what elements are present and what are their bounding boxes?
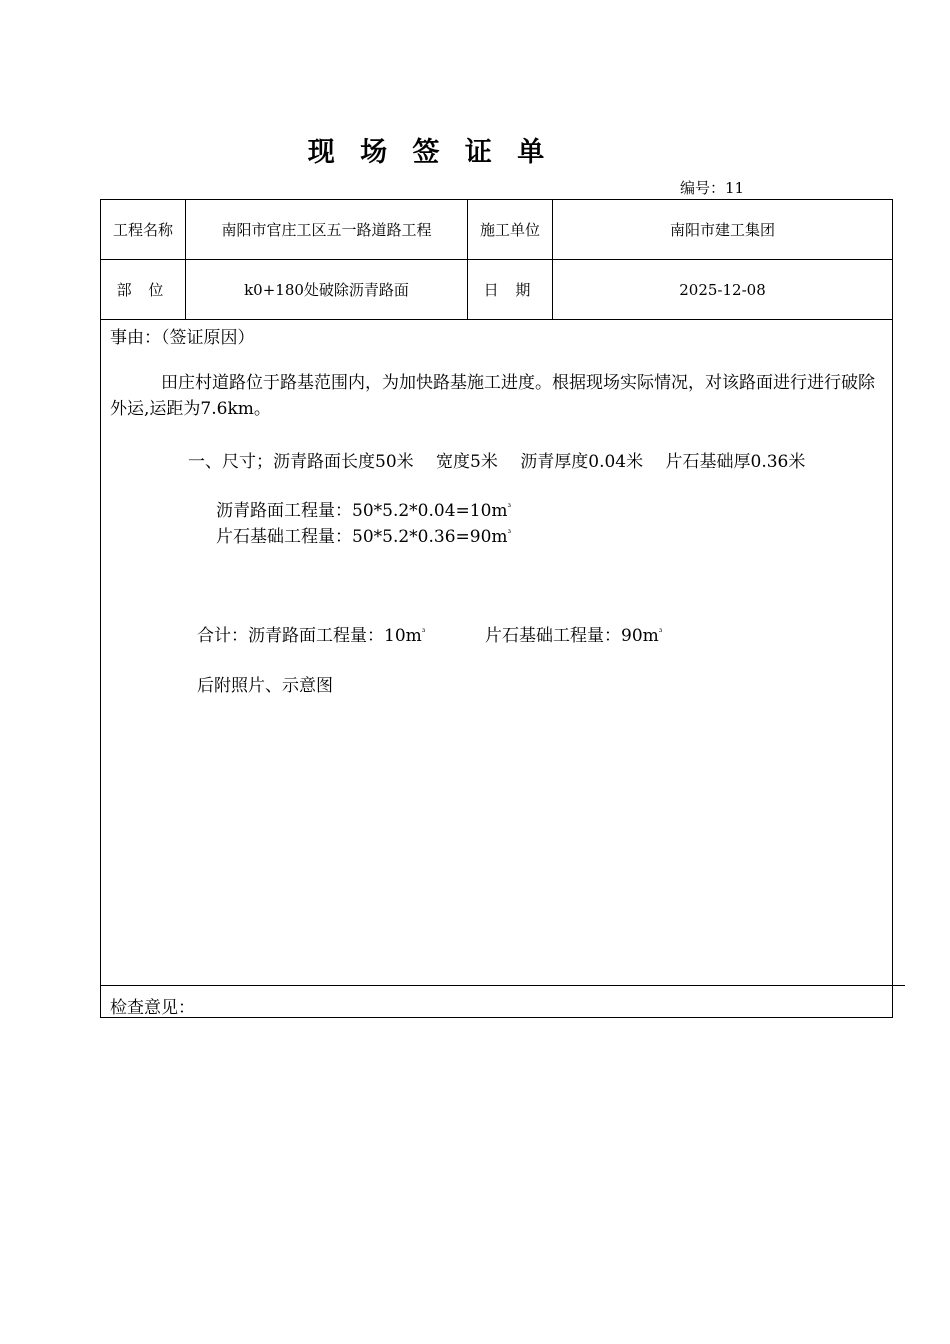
table-row bbox=[101, 260, 893, 320]
dimensions-line: 一、尺寸；沥青路面长度50米 宽度5米 沥青厚度0.04米 片石基础厚0.36米 bbox=[188, 452, 806, 472]
project-name-label: 工程名称 bbox=[101, 200, 186, 260]
stone-quantity: 片石基础工程量：$50*5.2*0.36=90m^{^3}$ bbox=[216, 527, 512, 547]
total-stone: 片石基础工程量：$90m^{^3}$ bbox=[485, 626, 663, 646]
table-row bbox=[101, 200, 893, 260]
location-label: 部 位 bbox=[101, 260, 186, 320]
serial-value: 11 bbox=[725, 179, 745, 197]
location-value: k0+180处破除沥青路面 bbox=[186, 260, 468, 320]
serial-number bbox=[680, 177, 744, 198]
review-label: 检查意见： bbox=[110, 998, 195, 1018]
info-table bbox=[100, 199, 893, 320]
project-name-value: 南阳市官庄工区五一路道路工程 bbox=[186, 200, 468, 260]
date-value: 2025-12-08 bbox=[553, 260, 893, 320]
review-section bbox=[100, 986, 893, 1018]
reason-paragraph: 田庄村道路位于路基范围内，为加快路基施工进度。根据现场实际情况，对该路面进行进行破除外运,运距为7.6km。 bbox=[110, 373, 875, 419]
total-asphalt: 合计：沥青路面工程量：$10m^{^3}$ bbox=[197, 626, 426, 646]
reason-heading: 事由：（签证原因） bbox=[110, 328, 255, 348]
page-title: 现 场 签 证 单 bbox=[307, 137, 553, 168]
contractor-value: 南阳市建工集团 bbox=[553, 200, 893, 260]
contractor-label: 施工单位 bbox=[468, 200, 553, 260]
asphalt-quantity: 沥青路面工程量：$50*5.2*0.04=10m^{^3}$ bbox=[216, 501, 512, 521]
serial-label: 编号： bbox=[680, 179, 726, 197]
attachments-note: 后附照片、示意图 bbox=[197, 676, 333, 696]
date-label: 日 期 bbox=[468, 260, 553, 320]
reason-section bbox=[100, 320, 893, 986]
